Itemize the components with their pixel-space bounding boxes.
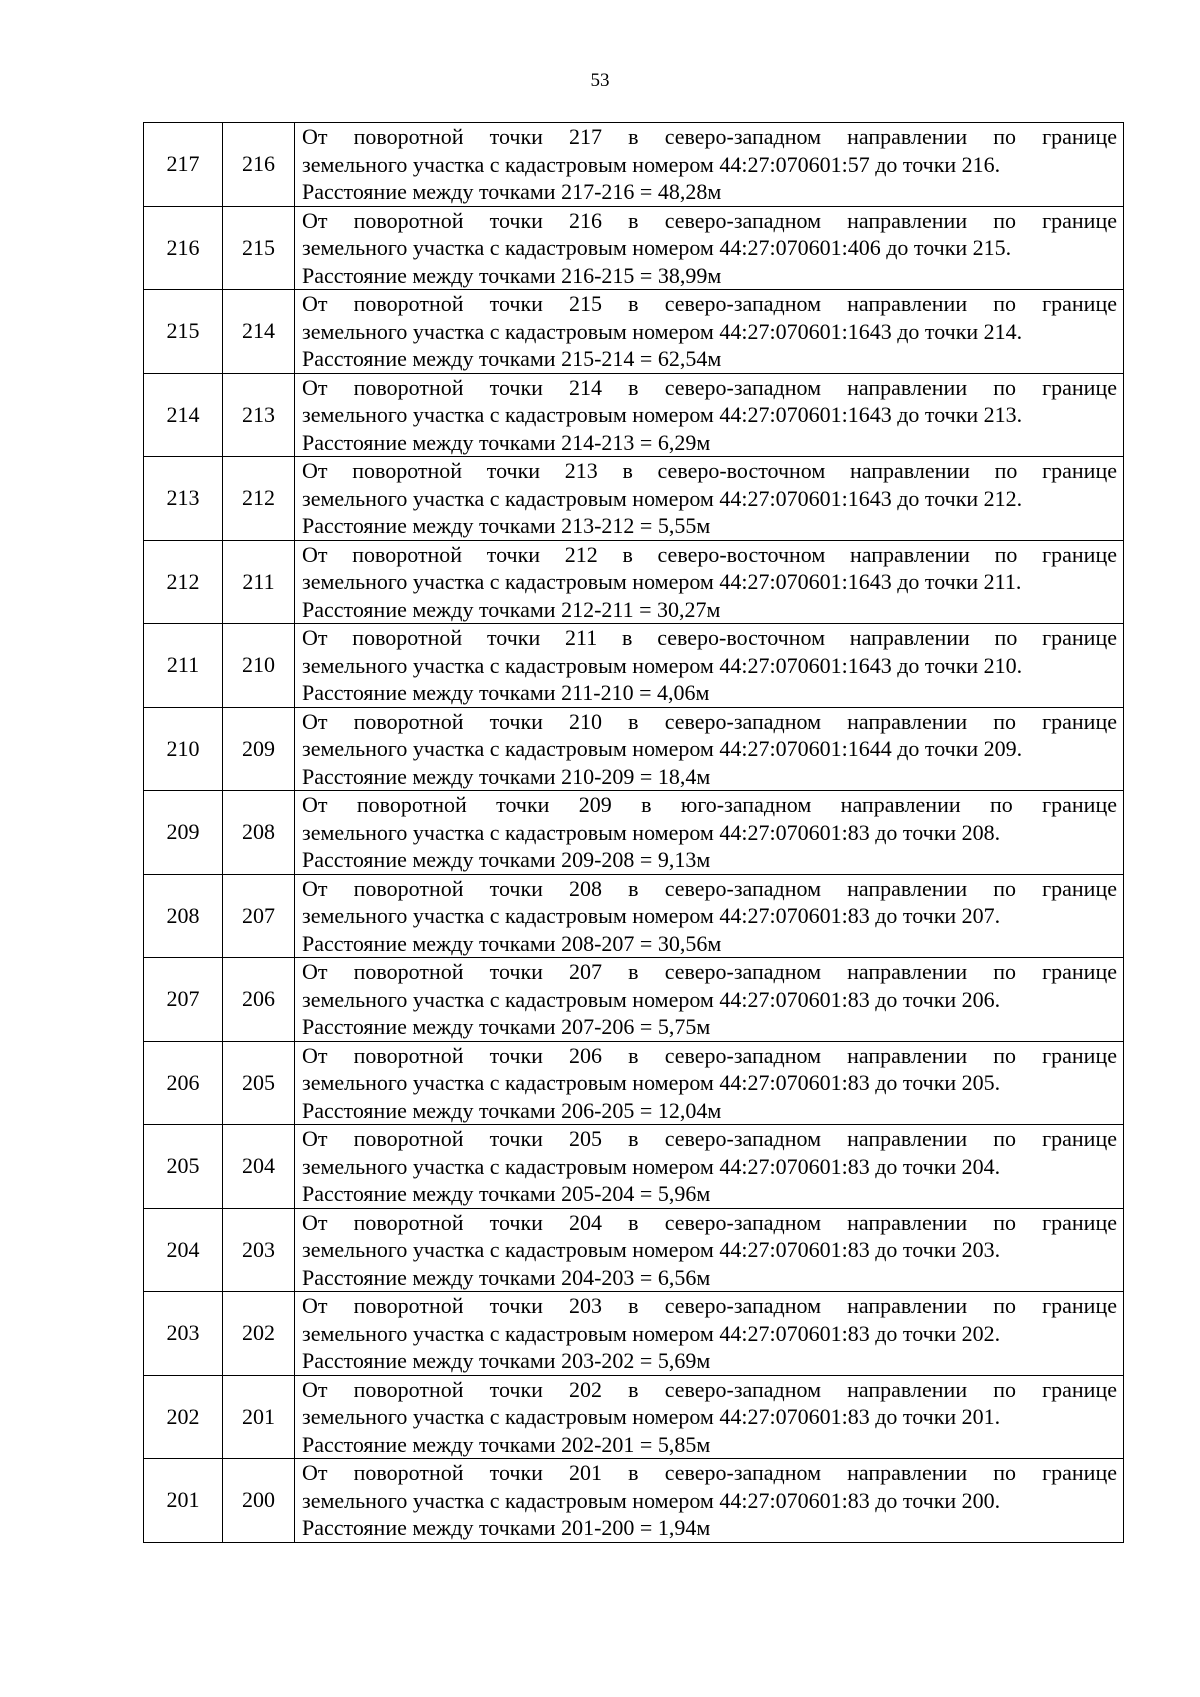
description-cell	[295, 1125, 1124, 1209]
to-point-cell: 207	[223, 874, 295, 958]
from-point-cell: 210	[144, 707, 223, 791]
distance-line: Расстояние между точками 206-205 = 12,04м	[302, 1097, 722, 1123]
table-row	[144, 624, 1124, 708]
to-point-cell: 216	[223, 123, 295, 207]
distance-line: Расстояние между точками 217-216 = 48,28м	[302, 179, 722, 204]
table-row	[144, 1375, 1124, 1459]
distance-line: Расстояние между точками 215-214 = 62,54м	[302, 346, 722, 371]
distance-line: Расстояние между точками 205-204 = 5,96м	[302, 1181, 711, 1206]
table-row	[144, 123, 1124, 207]
from-point-cell: 208	[144, 874, 223, 958]
description-cell	[295, 290, 1124, 374]
to-point-cell: 200	[223, 1459, 295, 1543]
description-cell	[295, 707, 1124, 791]
description-line: От поворотной точки 206 в северо-западном направлении по границе	[302, 1042, 1117, 1068]
description-cell	[295, 1292, 1124, 1376]
table-row	[144, 540, 1124, 624]
description-cell	[295, 958, 1124, 1042]
distance-line: Расстояние между точками 209-208 = 9,13м	[302, 847, 711, 872]
description-cell	[295, 1041, 1124, 1125]
boundary-points-table	[143, 122, 1124, 1543]
table-row	[144, 874, 1124, 958]
distance-line: Расстояние между точками 210-209 = 18,4м	[302, 763, 711, 789]
description-cell	[295, 206, 1124, 290]
from-point-cell: 205	[144, 1125, 223, 1209]
description-cell	[295, 1375, 1124, 1459]
description-line: От поворотной точки 201 в северо-западном направлении по границе	[302, 1460, 1117, 1485]
description-line: От поворотной точки 208 в северо-западном направлении по границе	[302, 875, 1117, 901]
description-line: От поворотной точки 212 в северо-восточном направлении по границе	[302, 541, 1117, 567]
description-cell	[295, 624, 1124, 708]
distance-line: Расстояние между точками 202-201 = 5,85м	[302, 1431, 711, 1457]
distance-line: Расстояние между точками 207-206 = 5,75м	[302, 1014, 711, 1039]
description-cell	[295, 1208, 1124, 1292]
table-row	[144, 1459, 1124, 1543]
distance-line: Расстояние между точками 211-210 = 4,06м	[302, 680, 710, 705]
distance-line: Расстояние между точками 208-207 = 30,56м	[302, 930, 722, 956]
to-point-cell: 213	[223, 373, 295, 457]
from-point-cell: 203	[144, 1292, 223, 1376]
description-cell	[295, 1459, 1124, 1543]
from-point-cell: 216	[144, 206, 223, 290]
from-point-cell: 214	[144, 373, 223, 457]
to-point-cell: 212	[223, 457, 295, 541]
from-point-cell: 215	[144, 290, 223, 374]
description-cell	[295, 791, 1124, 875]
to-point-cell: 201	[223, 1375, 295, 1459]
description-line: От поворотной точки 211 в северо-восточном направлении по границе	[302, 625, 1117, 650]
description-line: земельного участка с кадастровым номером 44:27:070601:83 до точки 202.	[302, 1320, 1001, 1346]
description-line: земельного участка с кадастровым номером 44:27:070601:83 до точки 205.	[302, 1070, 1001, 1095]
from-point-cell: 209	[144, 791, 223, 875]
description-line: земельного участка с кадастровым номером 44:27:070601:1643 до точки 211.	[302, 569, 1022, 594]
to-point-cell: 209	[223, 707, 295, 791]
description-line: От поворотной точки 216 в северо-западном направлении по границе	[302, 207, 1117, 233]
description-cell	[295, 457, 1124, 541]
table-row	[144, 707, 1124, 791]
description-line: От поворотной точки 214 в северо-западном направлении по границе	[302, 374, 1117, 400]
description-line: От поворотной точки 215 в северо-западном направлении по границе	[302, 291, 1117, 316]
description-line: От поворотной точки 202 в северо-западном направлении по границе	[302, 1376, 1117, 1402]
description-line: От поворотной точки 209 в юго-западном направлении по границе	[302, 792, 1117, 817]
table-row	[144, 457, 1124, 541]
to-point-cell: 203	[223, 1208, 295, 1292]
description-cell	[295, 123, 1124, 207]
description-line: земельного участка с кадастровым номером 44:27:070601:83 до точки 203.	[302, 1237, 1001, 1262]
table-row	[144, 1208, 1124, 1292]
from-point-cell: 206	[144, 1041, 223, 1125]
distance-line: Расстояние между точками 212-211 = 30,27м	[302, 596, 721, 622]
description-line: земельного участка с кадастровым номером 44:27:070601:83 до точки 207.	[302, 903, 1001, 928]
description-line: земельного участка с кадастровым номером 44:27:070601:1644 до точки 209.	[302, 736, 1023, 761]
description-line: От поворотной точки 203 в северо-западном направлении по границе	[302, 1293, 1117, 1318]
to-point-cell: 211	[223, 540, 295, 624]
description-line: земельного участка с кадастровым номером 44:27:070601:83 до точки 201.	[302, 1404, 1001, 1429]
to-point-cell: 204	[223, 1125, 295, 1209]
from-point-cell: 204	[144, 1208, 223, 1292]
description-line: земельного участка с кадастровым номером 44:27:070601:83 до точки 206.	[302, 986, 1001, 1012]
description-line: земельного участка с кадастровым номером 44:27:070601:83 до точки 208.	[302, 819, 1001, 845]
to-point-cell: 210	[223, 624, 295, 708]
to-point-cell: 202	[223, 1292, 295, 1376]
table-row	[144, 206, 1124, 290]
description-cell	[295, 874, 1124, 958]
description-line: От поворотной точки 210 в северо-западном направлении по границе	[302, 708, 1117, 734]
table-row	[144, 373, 1124, 457]
description-cell	[295, 540, 1124, 624]
description-line: земельного участка с кадастровым номером 44:27:070601:406 до точки 215.	[302, 235, 1012, 260]
from-point-cell: 212	[144, 540, 223, 624]
description-line: земельного участка с кадастровым номером 44:27:070601:83 до точки 204.	[302, 1153, 1001, 1179]
description-line: От поворотной точки 205 в северо-западном направлении по границе	[302, 1126, 1117, 1151]
table-row	[144, 1041, 1124, 1125]
from-point-cell: 207	[144, 958, 223, 1042]
description-line: От поворотной точки 207 в северо-западном направлении по границе	[302, 959, 1117, 984]
table-row	[144, 1292, 1124, 1376]
description-line: земельного участка с кадастровым номером 44:27:070601:1643 до точки 212.	[302, 485, 1023, 511]
to-point-cell: 206	[223, 958, 295, 1042]
from-point-cell: 211	[144, 624, 223, 708]
from-point-cell: 201	[144, 1459, 223, 1543]
distance-line: Расстояние между точками 216-215 = 38,99м	[302, 262, 722, 288]
to-point-cell: 205	[223, 1041, 295, 1125]
table-row	[144, 958, 1124, 1042]
description-line: От поворотной точки 204 в северо-западном направлении по границе	[302, 1209, 1117, 1235]
description-line: земельного участка с кадастровым номером 44:27:070601:1643 до точки 210.	[302, 652, 1023, 678]
distance-line: Расстояние между точками 201-200 = 1,94м	[302, 1515, 711, 1540]
from-point-cell: 217	[144, 123, 223, 207]
distance-line: Расстояние между точками 203-202 = 5,69м	[302, 1348, 711, 1373]
description-line: земельного участка с кадастровым номером 44:27:070601:1643 до точки 213.	[302, 402, 1023, 427]
description-line: земельного участка с кадастровым номером 44:27:070601:83 до точки 200.	[302, 1487, 1001, 1513]
description-line: От поворотной точки 213 в северо-восточном направлении по границе	[302, 458, 1117, 483]
from-point-cell: 202	[144, 1375, 223, 1459]
page-number: 53	[590, 70, 610, 91]
to-point-cell: 214	[223, 290, 295, 374]
distance-line: Расстояние между точками 214-213 = 6,29м	[302, 429, 711, 455]
description-line: От поворотной точки 217 в северо-западном направлении по границе	[302, 124, 1117, 149]
to-point-cell: 215	[223, 206, 295, 290]
from-point-cell: 213	[144, 457, 223, 541]
table-body	[144, 123, 1124, 1543]
table-row	[144, 290, 1124, 374]
description-line: земельного участка с кадастровым номером 44:27:070601:1643 до точки 214.	[302, 318, 1023, 344]
distance-line: Расстояние между точками 213-212 = 5,55м	[302, 513, 711, 538]
distance-line: Расстояние между точками 204-203 = 6,56м	[302, 1264, 711, 1290]
description-line: земельного участка с кадастровым номером 44:27:070601:57 до точки 216.	[302, 151, 1001, 177]
description-cell	[295, 373, 1124, 457]
table-row	[144, 1125, 1124, 1209]
table-row	[144, 791, 1124, 875]
to-point-cell: 208	[223, 791, 295, 875]
